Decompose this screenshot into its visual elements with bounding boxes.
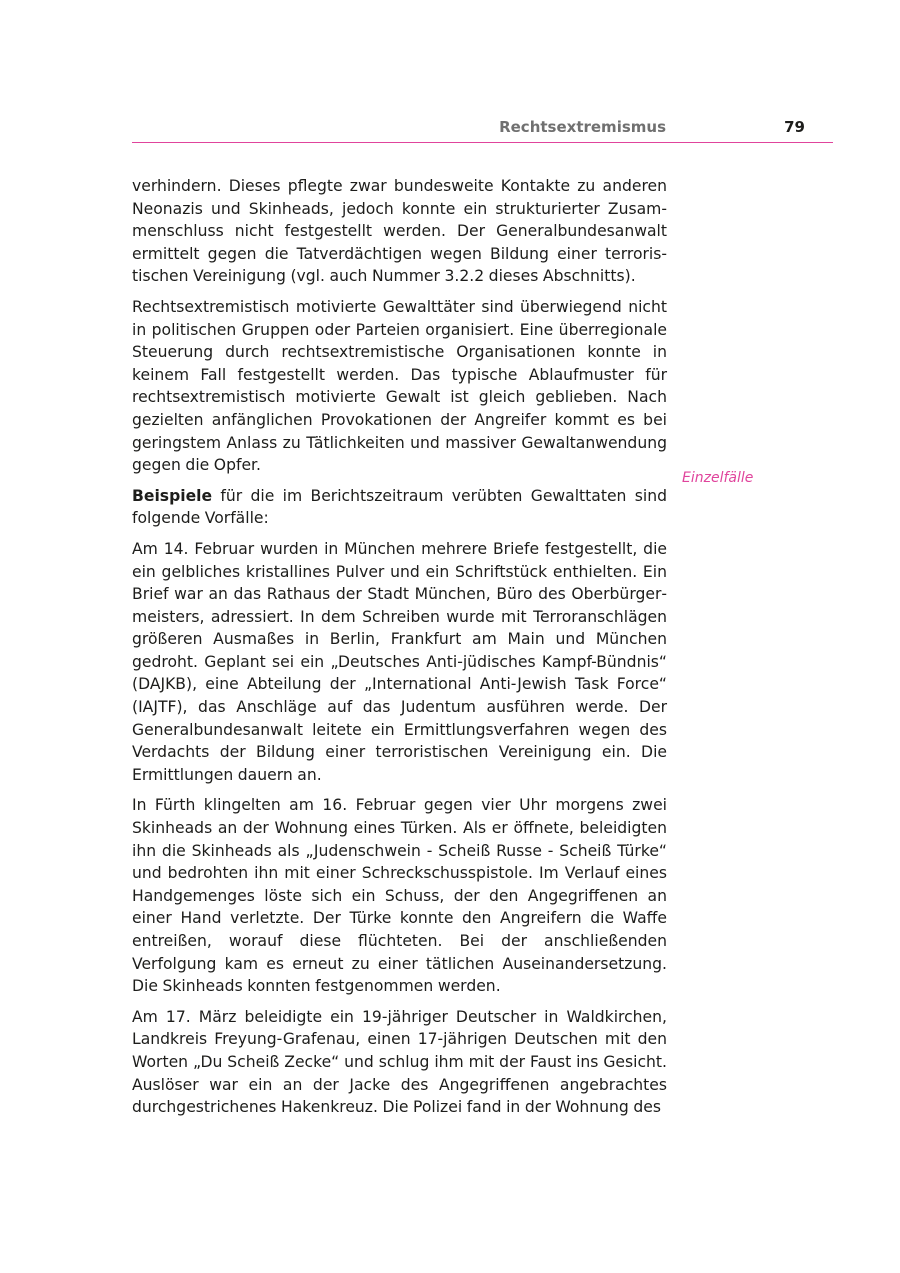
paragraph-6: Am 17. März beleidigte ein 19-jähriger Deutscher in Waldkirchen, Landkreis Freyung-Grafenau, einen 17-jährigen Deutschen mit den Worten „Du Scheiß Zecke“ und schlug ihm mit der Faust ins Gesicht. Auslöser war ein an der Jacke des Angegriffenen angebrachtes durchgestrichenes Hakenkreuz. Die Polizei fand in der Wohnung des [132, 1007, 667, 1117]
running-header-section: Rechtsextremismus [499, 118, 666, 136]
paragraph-2: Rechtsextremistisch motivierte Gewalttäter sind überwiegend nicht in politischen Gruppen oder Parteien organisiert. Eine überregionale Steuerung durch rechtsextremistische Organisationen konnte in keinem Fall festgestellt werden. Das typische Ablaufmuster für rechtsextremistisch motivierte Gewalt ist gleich geblieben. Nach gezielten anfänglichen Provokationen der Angreifer kommt es bei geringstem Anlass zu Tätlichkeiten und massiver Gewaltanwendung gegen die Opfer. [132, 297, 667, 475]
body-text [132, 175, 667, 1127]
paragraph-4: Am 14. Februar wurden in München mehrere Briefe festgestellt, die ein gelbliches kristallines Pulver und ein Schriftstück enthielten. Ein Brief war an das Rathaus der Stadt München, Büro des Oberbürgermeisters, adressiert. In dem Schreiben wurde mit Terroranschlägen größeren Ausmaßes in Berlin, Frankfurt am Main und München gedroht. Geplant sei ein „Deutsches Anti-jüdisches Kampf-Bündnis“ (DAJKB), eine Abteilung der „International Anti-Jewish Task Force“ (IAJTF), das Anschläge auf das Judentum ausführen werde. Der Generalbundesanwalt leitete ein Ermittlungsverfahren wegen des Verdachts der Bildung einer terroristischen Vereinigung ein. Die Ermittlungen dauern an. [132, 539, 667, 784]
page-header [132, 116, 833, 143]
paragraph-3-lead: Beispiele [132, 486, 213, 505]
margin-note: Einzelfälle [682, 470, 754, 486]
paragraph-1: verhindern. Dieses pflegte zwar bundesweite Kontakte zu anderen Neonazis und Skinheads, jedoch konnte ein strukturierter Zusammenschluss nicht festgestellt werden. Der Generalbundesanwalt ermittelt gegen die Tatverdächtigen wegen Bildung einer terroristischen Vereinigung (vgl. auch Nummer 3.2.2 dieses Abschnitts). [132, 177, 667, 286]
page-number: 79 [784, 118, 805, 136]
paragraph-3-rest: für die im Berichtszeitraum verübten Gewalttaten sind folgende Vorfälle: [132, 486, 667, 528]
paragraph-5: In Fürth klingelten am 16. Februar gegen vier Uhr morgens zwei Skinheads an der Wohnung eines Türken. Als er öffnete, beleidigten ihn die Skinheads als „Judenschwein - Scheiß Russe - Scheiß Türke“ und bedrohten ihn mit einer Schreckschusspistole. Im Verlauf eines Handgemenges löste sich ein Schuss, der den Angegriffenen an einer Hand verletzte. Der Türke konnte den Angreifern die Waffe entreißen, worauf diese flüchteten. Bei der anschließenden Verfolgung kam es erneut zu einer tätlichen Auseinandersetzung. Die Skinheads konnten festgenommen werden. [132, 796, 667, 996]
paragraph-3 [132, 485, 667, 530]
